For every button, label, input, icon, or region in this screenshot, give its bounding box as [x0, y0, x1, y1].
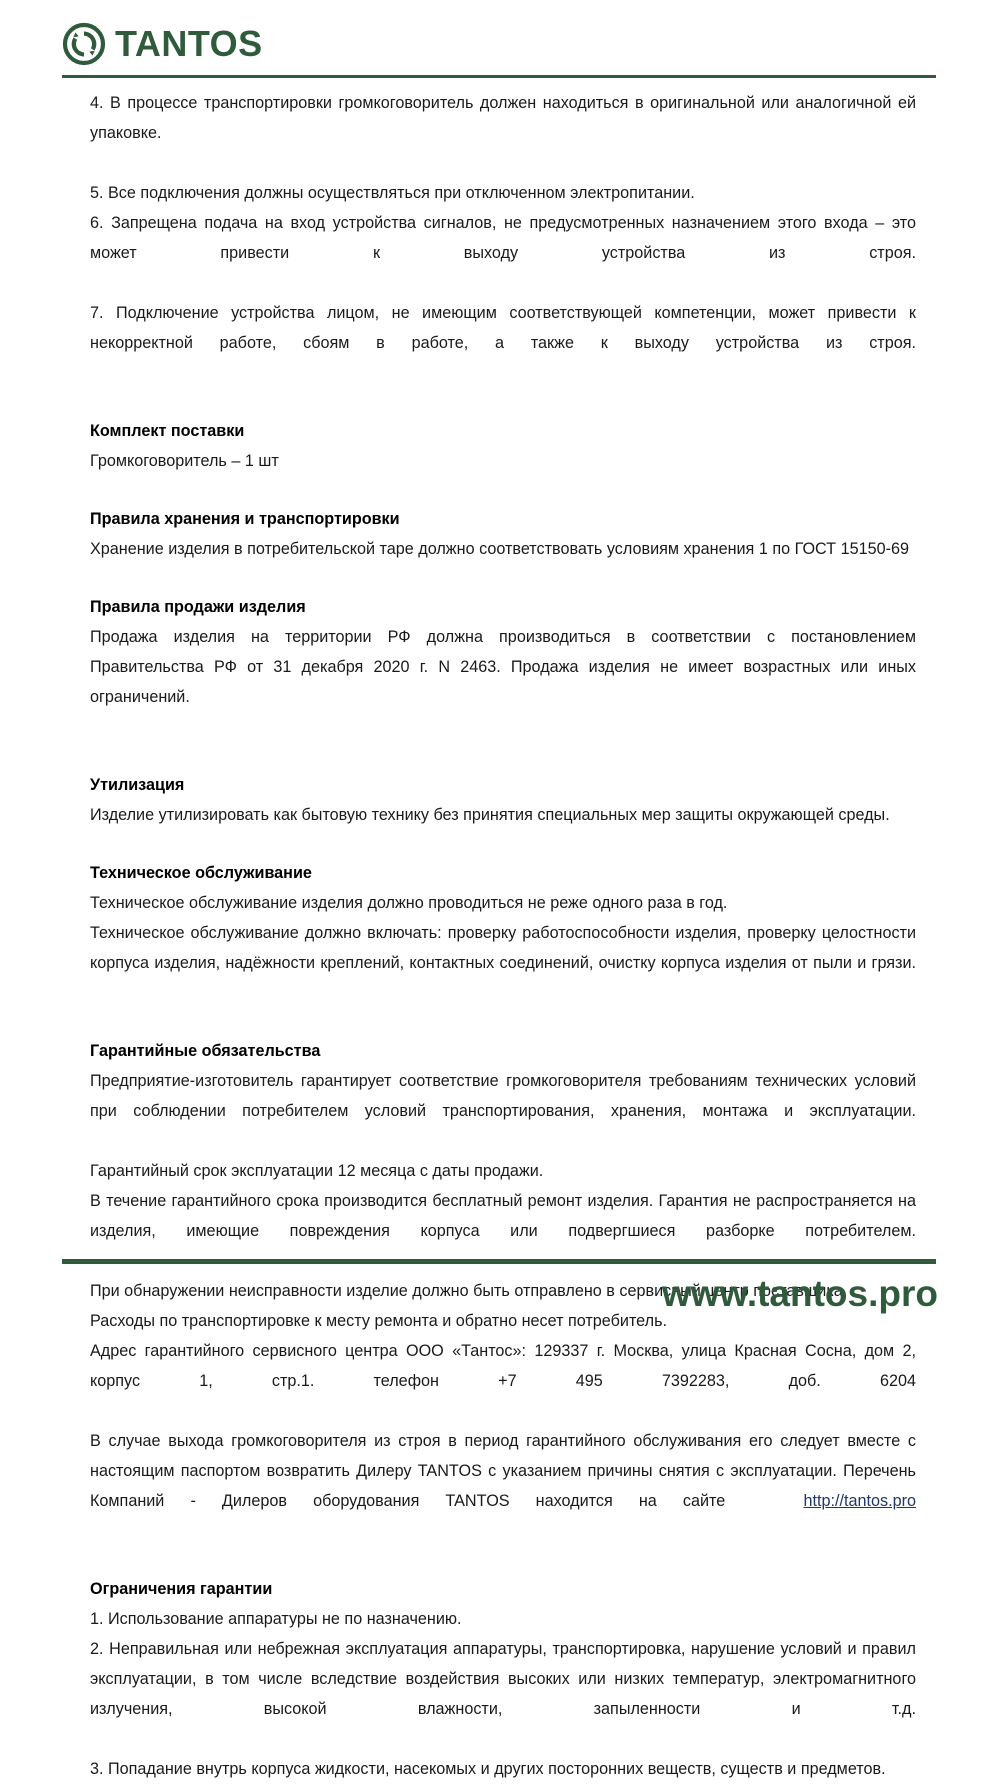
- heading-disposal: Утилизация: [90, 776, 185, 794]
- safety-item-6: 6. Запрещена подача на вход устройства сигналов, не предусмотренных назначением этого входа – это может привести к выходу устройства из строя.: [90, 214, 916, 262]
- warranty-line-4: При обнаружении неисправности изделие должно быть отправлено в сервисный центр поставщика.: [90, 1282, 848, 1300]
- warranty-limit-item-2: 2. Неправильная или небрежная эксплуатация аппаратуры, транспортировка, нарушение условий и правил эксплуатации, в том числе вследствие воздействия высоких или низких температур, электромагнитного излучения, высокой влажности, запыленности и т.д.: [90, 1640, 916, 1718]
- spacer: [90, 1008, 916, 1036]
- spacer: [90, 476, 916, 504]
- heading-warranty: Гарантийные обязательства: [90, 1042, 321, 1060]
- maintenance-line-2: Техническое обслуживание должно включать: проверку работоспособности изделия, проверку целостности корпуса изделия, надёжности креплений, контактных соединений, очистку корпуса изделия от пыли и грязи.: [90, 924, 916, 972]
- safety-item-5: 5. Все подключения должны осуществляться при отключенном электропитании.: [90, 184, 695, 202]
- warranty-dealer-return-info: [90, 1426, 916, 1546]
- heading-maintenance: Техническое обслуживание: [90, 864, 312, 882]
- heading-sale-rules: Правила продажи изделия: [90, 598, 306, 616]
- brand-wordmark: TANTOS: [115, 23, 263, 64]
- spacer: [90, 388, 916, 416]
- page-footer: [0, 1253, 1000, 1333]
- safety-item-7: 7. Подключение устройства лицом, не имеющим соответствующей компетенции, может привести к некорректной работе, сбоям в работе, а также к выходу устройства из строя.: [90, 304, 916, 352]
- spacer: [90, 830, 916, 858]
- tantos-website-link[interactable]: http://tantos.pro: [803, 1492, 916, 1510]
- spacer: [90, 564, 916, 592]
- heading-storage-rules: Правила хранения и транспортировки: [90, 510, 400, 528]
- tantos-circular-swirl-icon: [62, 22, 106, 66]
- warranty-line-1: Предприятие-изготовитель гарантирует соответствие громкоговорителя требованиям технических условий при соблюдении потребителем условий транспортирования, хранения, монтажа и эксплуатации.: [90, 1072, 916, 1120]
- warranty-line-5: Расходы по транспортировке к месту ремонта и обратно несет потребитель.: [90, 1312, 668, 1330]
- spacer: [90, 742, 916, 770]
- footer-website-url: www.tantos.pro: [661, 1273, 938, 1314]
- warranty-limit-item-3: 3. Попадание внутрь корпуса жидкости, насекомых и других посторонних веществ, существ и предметов.: [90, 1760, 886, 1778]
- tantos-logo: [62, 22, 263, 66]
- warranty-limit-item-1: 1. Использование аппаратуры не по назначению.: [90, 1610, 462, 1628]
- warranty-line-3: В течение гарантийного срока производится бесплатный ремонт изделия. Гарантия не распространяется на изделия, имеющие повреждения корпуса или подвергшиеся разборке потребителем.: [90, 1192, 916, 1240]
- sale-rules-line-1: Продажа изделия на территории РФ должна производиться в соответствии с постановлением Правительства РФ от 31 декабря 2020 г. N 2463. Продажа изделия не имеет возрастных или иных ограничений.: [90, 628, 916, 706]
- page-header: [0, 0, 1000, 88]
- maintenance-line-1: Техническое обслуживание изделия должно проводиться не реже одного раза в год.: [90, 894, 728, 912]
- warranty-line-2: Гарантийный срок эксплуатации 12 месяца с даты продажи.: [90, 1162, 544, 1180]
- document-body: [90, 88, 916, 1784]
- disposal-line-1: Изделие утилизировать как бытовую технику без принятия специальных мер защиты окружающей среды.: [90, 806, 890, 824]
- heading-delivery-set: Комплект поставки: [90, 422, 245, 440]
- storage-rules-line-1: Хранение изделия в потребительской таре должно соответствовать условиям хранения 1 по ГОСТ 15150-69: [90, 540, 909, 558]
- spacer: [90, 1546, 916, 1574]
- delivery-set-line-1: Громкоговоритель – 1 шт: [90, 452, 279, 470]
- header-divider: [62, 75, 936, 78]
- heading-warranty-limits: Ограничения гарантии: [90, 1580, 273, 1598]
- safety-item-4: 4. В процессе транспортировки громкоговоритель должен находиться в оригинальной или аналогичной ей упаковке.: [90, 94, 916, 142]
- footer-divider: [62, 1259, 936, 1264]
- warranty-service-address: Адрес гарантийного сервисного центра ООО «Тантос»: 129337 г. Москва, улица Красная Сосна, дом 2, корпус 1, стр.1. телефон +7 495 7392283, доб. 6204: [90, 1342, 916, 1390]
- warranty-dealer-return-text: В случае выхода громкоговорителя из строя в период гарантийного обслуживания его следует вместе с настоящим паспортом возвратить Дилеру TANTOS с указанием причины снятия с эксплуатации. Перечень Компаний - Дилеров оборудования TANTOS находится на сайте: [90, 1432, 916, 1510]
